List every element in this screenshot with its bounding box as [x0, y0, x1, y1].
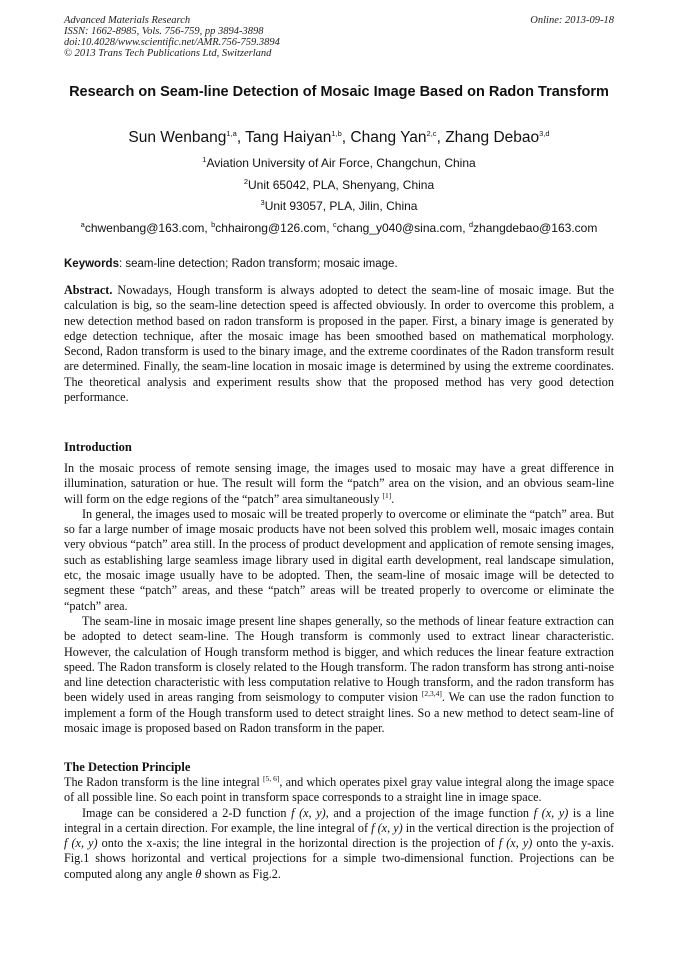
- email-address: chwenbang@163.com: [84, 221, 205, 235]
- author-name: Tang Haiyan: [245, 129, 332, 146]
- paragraph-text: . We can use the radon function to implement a form of the Hough transform used to detect straight lines. So a new method to detect seam-line of mosaic image is proposed based on Radon transform in the paper.: [64, 690, 614, 736]
- author-name: Chang Yan: [350, 129, 427, 146]
- citation: [2,3,4]: [421, 689, 442, 699]
- affiliation-text: Unit 65042, PLA, Shenyang, China: [248, 178, 435, 192]
- email-sup: c: [332, 220, 337, 229]
- paragraph-text: is a line integral in a certain direction. For example, the line integral of: [64, 805, 615, 835]
- math-function: f (x, y): [291, 805, 326, 820]
- math-function: f (x, y): [533, 805, 569, 820]
- abstract: [64, 283, 614, 405]
- section-heading-introduction: Introduction: [64, 440, 132, 454]
- author-sup: 1,a: [226, 128, 237, 138]
- paragraph-text: onto the x-axis; the line integral in the horizontal direction is the projection of: [97, 836, 499, 851]
- affiliation-sup: 3: [260, 198, 265, 207]
- affiliation: [30, 178, 648, 192]
- math-function: f (x, y): [64, 836, 98, 851]
- paper-title: Research on Seam-line Detection of Mosaic Image Based on Radon Transform: [69, 84, 609, 100]
- paragraph-text: onto the y-axis. Fig.1 shows horizontal and vertical projections for a simple two-dimensional function. Projections can be computed along any angle: [64, 836, 614, 881]
- author-sup: 3,d: [539, 128, 550, 138]
- affiliation-text: Unit 93057, PLA, Jilin, China: [264, 199, 418, 213]
- introduction-body: [64, 461, 614, 736]
- email-list: $^a$chwenbang@163.com, $^b$chhairong@126.com, $^c$chang_y040@sina.com, $^d$zhangdebao@163.com: [80, 220, 598, 235]
- affiliation-sup: 2: [243, 177, 249, 186]
- paragraph: [64, 806, 614, 882]
- paragraph-text: In the mosaic process of remote sensing image, the images used to mosaic may have a great difference in illumination, saturation or hue. The result will form the “patch” area on the vision, and an obvious seam-line will form on the edge regions of the “patch” area simultaneously: [64, 461, 614, 506]
- email-sup: b: [211, 220, 216, 229]
- math-function: f (x, y): [371, 820, 403, 835]
- abstract-text: Nowadays, Hough transform is always adopted to detect the seam-line of mosaic image. But the calculation is big, so the seam-line detection speed is affected obviously. In order to overcome this problem, a new detection method based on radon transform is proposed in the paper. First, a binary image is generated by edge detection technique, after the mosaic image has been smoothed based on mathematical morphology. Second, Radon transform is used to the binary image, and the extreme coordinates of the Radon transform result are determined. Finally, the seam-line location in mosaic image is determined by using the extreme coordinates. The theoretical analysis and experiment results show that the proposed method has very good detection performance.: [64, 283, 614, 405]
- paragraph-text: .: [391, 491, 395, 506]
- keywords-text: : seam-line detection; Radon transform; mosaic image.: [118, 258, 398, 270]
- keywords-line: [64, 257, 614, 271]
- author-sup: 1,b: [331, 128, 342, 138]
- author-name: Sun Wenbang: [128, 129, 227, 146]
- affiliation-sup: 1: [202, 155, 207, 164]
- paragraph-text: The Radon transform is the line integral: [64, 775, 264, 789]
- affiliation: [30, 199, 648, 213]
- email-address: chang_y040@sina.com: [336, 221, 463, 235]
- email-address: zhangdebao@163.com: [473, 221, 598, 235]
- copyright-line: © 2013 Trans Tech Publications Ltd, Switzerland: [64, 48, 272, 59]
- online-date: Online: 2013-09-18: [530, 15, 614, 26]
- paragraph: In general, the images used to mosaic will be treated properly to overcome or eliminate the “patch” area. But so far a large number of image mosaic products have not been solved this problem well, mosaic images contain very obvious “patch” area still. In the process of product development and application of remote sensing images, such as establishing large seamless image library used in digital earth development, real landscape simulation, etc, the mosaic image usually have to be adopted. Then, the seam-line of mosaic image will be detected to segment these “patch” areas, and these “patch” areas will be treated properly to overcome or eliminate the “patch” area.: [64, 506, 614, 613]
- paragraph-text: in the vertical direction is the projection of: [402, 820, 614, 835]
- paragraph-text: , and which operates pixel gray value integral along the image space of all possible line. So each point in transform space corresponds to a straight line in image space.: [64, 775, 614, 805]
- email-address: chhairong@126.com: [215, 221, 327, 235]
- author-name: Zhang Debao: [445, 129, 540, 146]
- doi-line: doi:10.4028/www.scientific.net/AMR.756-759.3894: [64, 37, 280, 48]
- issn-line: ISSN: 1662-8985, Vols. 756-759, pp 3894-3898: [64, 26, 264, 37]
- author-list: Sun Wenbang$^{1,a}$, Tang Haiyan$^{1,b}$, Chang Yan$^{2,c}$, Zhang Debao$^{3,d}$: [128, 128, 550, 146]
- journal-header: [64, 15, 280, 59]
- paragraph-text: shown as Fig.2.: [201, 866, 281, 881]
- author-sup: 2,c: [426, 128, 437, 138]
- paragraph-text: Image can be considered a 2-D function: [82, 805, 292, 820]
- paragraph-text: , and a projection of the image function: [325, 805, 534, 820]
- paragraph: [64, 461, 614, 507]
- section-heading-detection: The Detection Principle: [64, 760, 191, 774]
- affiliation-text: Aviation University of Air Force, Changchun, China: [206, 156, 476, 170]
- journal-name: Advanced Materials Research: [64, 15, 191, 26]
- email-sup: a: [80, 220, 85, 229]
- affiliation: [30, 156, 648, 170]
- citation: [5, 6]: [263, 773, 280, 783]
- detection-body: [64, 775, 614, 882]
- abstract-label: Abstract.: [64, 283, 113, 297]
- email-sup: d: [468, 220, 474, 229]
- citation: [1]: [382, 490, 392, 500]
- keywords-label: Keywords: [64, 258, 119, 270]
- math-symbol: θ: [195, 866, 202, 881]
- math-function: f (x, y): [498, 836, 533, 851]
- paragraph-text: The seam-line in mosaic image present line shapes generally, so the methods of linear feature extraction can be adopted to detect seam-line. The Hough transform is commonly used to extract linear characteristic. However, the calculation of Hough transform method is bigger, and which reduces the linear feature extraction speed. The Radon transform is closely related to the Hough transform. The radon transform has strong anti-noise and line detection characteristic with less computation relative to Hough transform, and the radon transform has been widely used in areas ranging from seismology to computer vision: [64, 613, 614, 705]
- paragraph: [64, 775, 614, 806]
- paragraph: [64, 614, 614, 736]
